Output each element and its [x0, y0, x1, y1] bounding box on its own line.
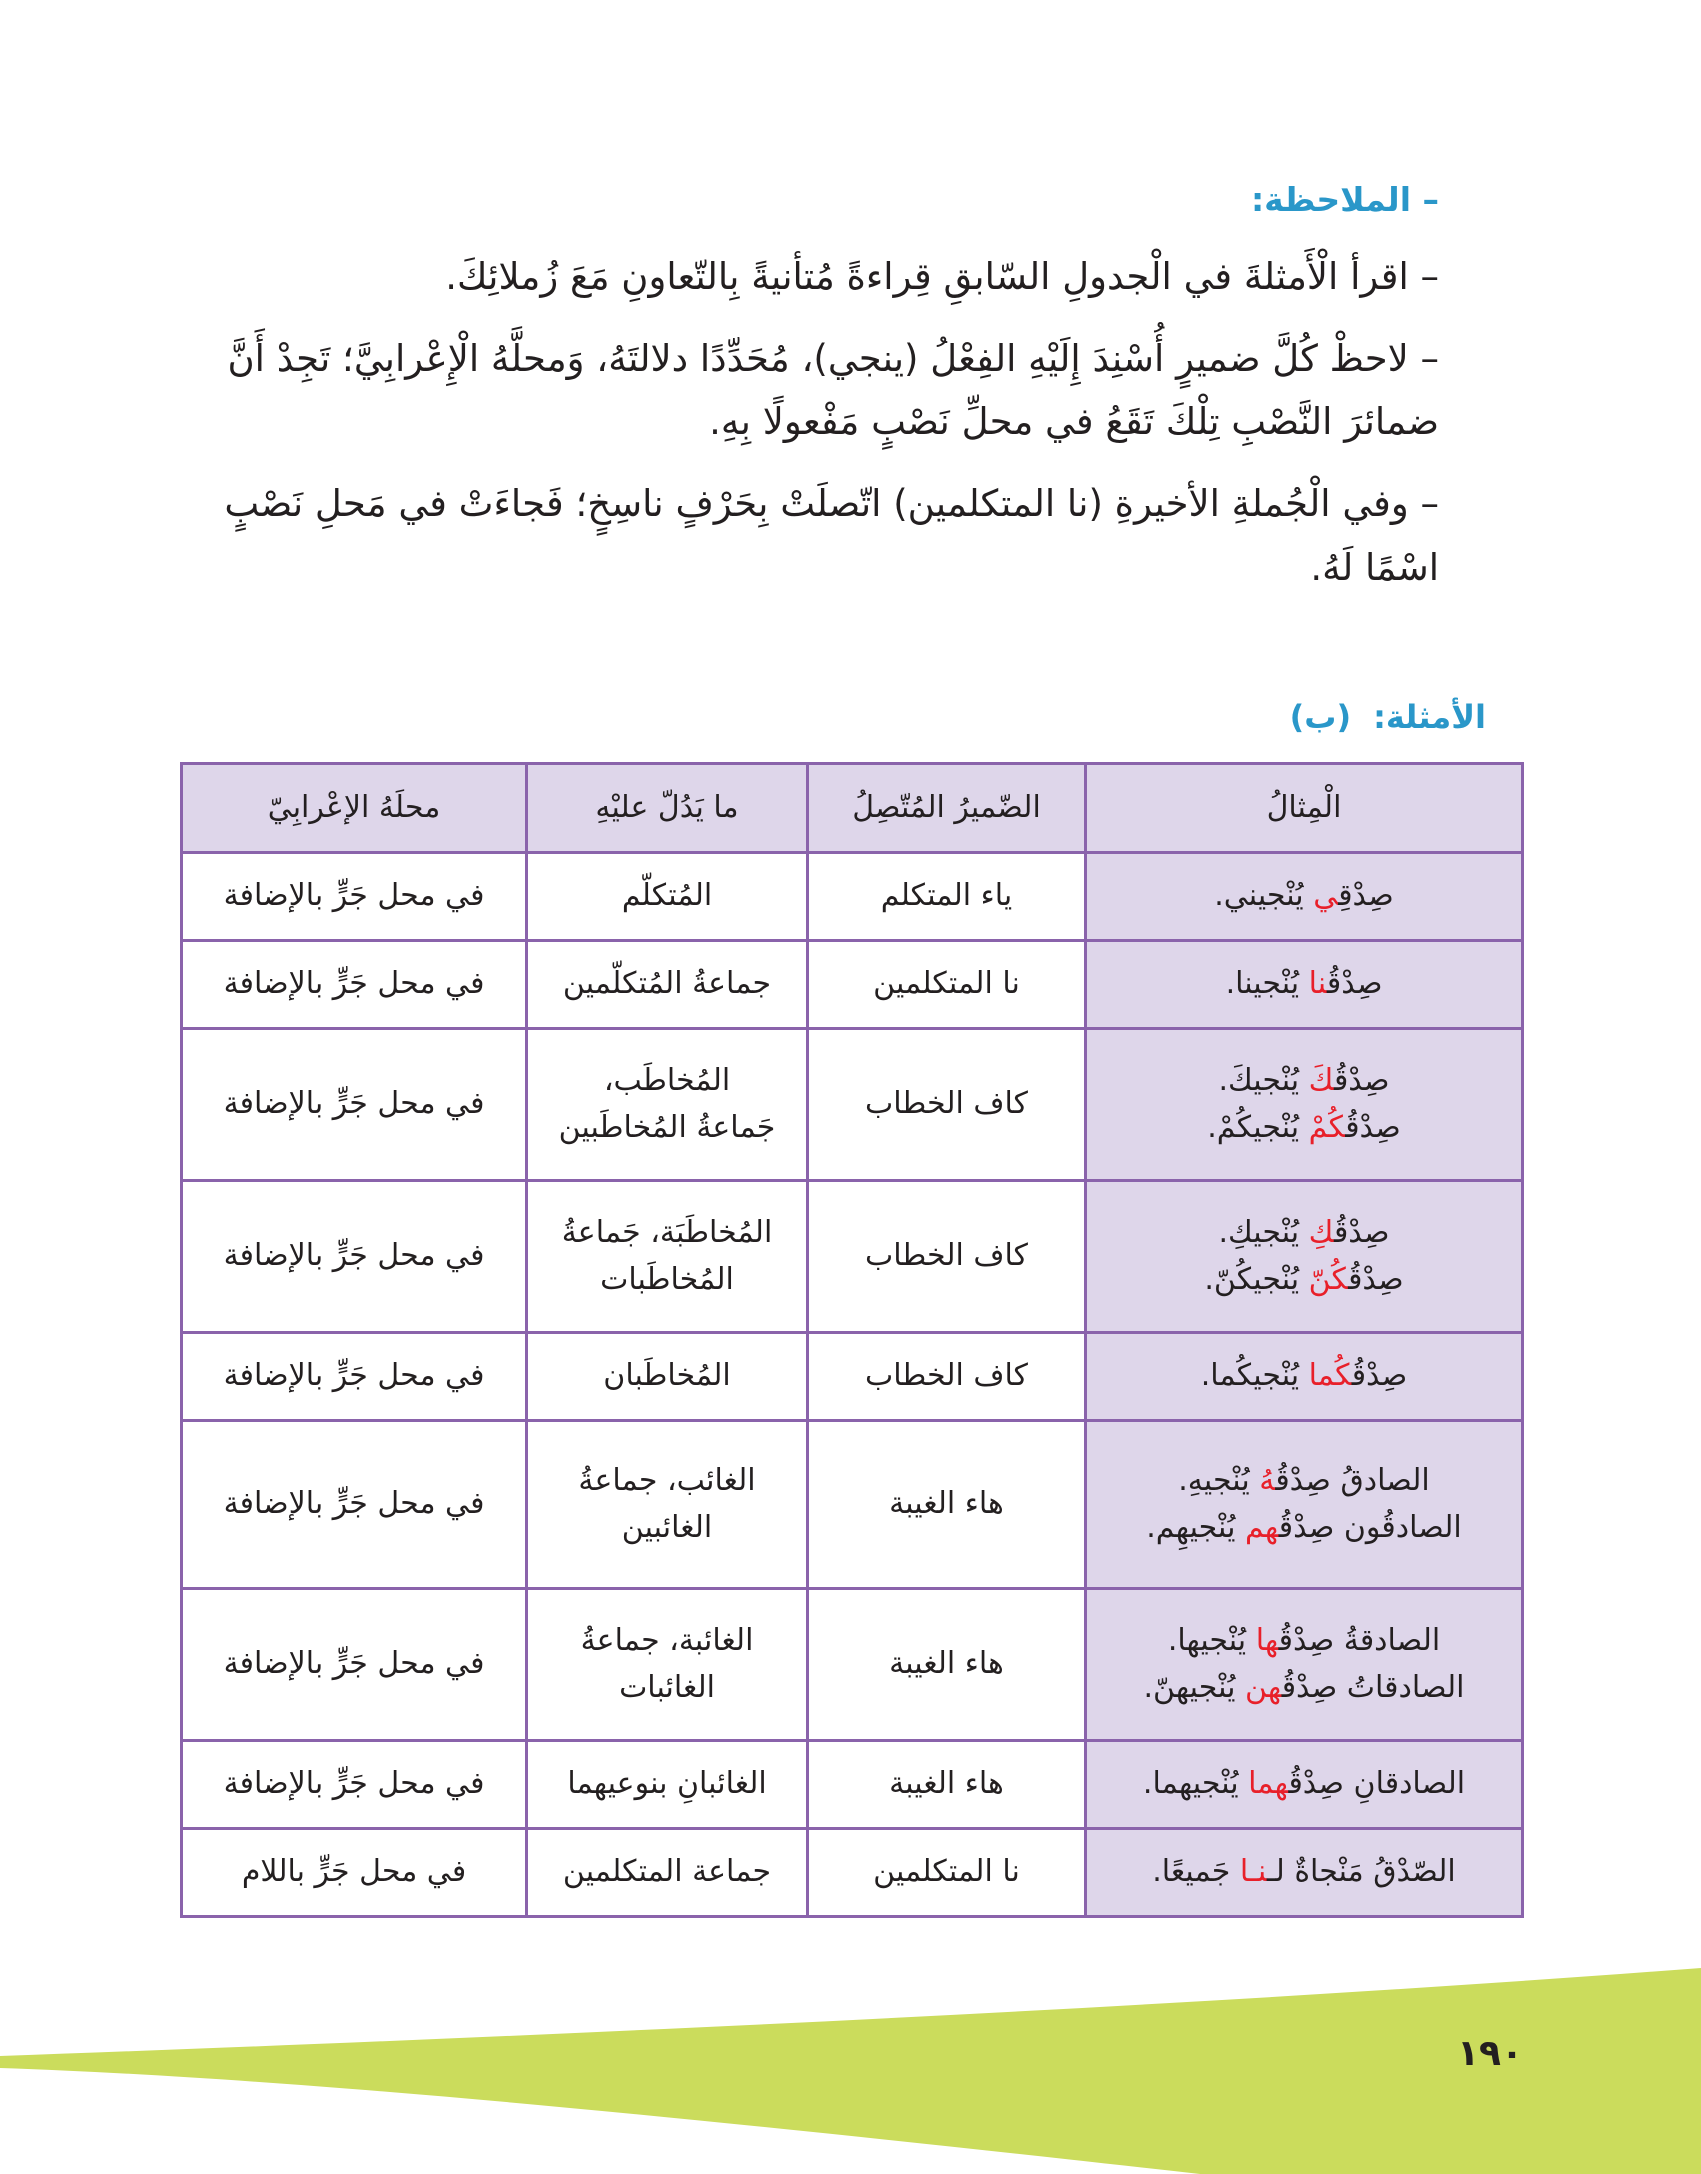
pronoun-highlight: نا — [1308, 966, 1327, 1002]
examples-heading — [1290, 698, 1486, 736]
pronoun-cell: نا المتكلمين — [808, 941, 1086, 1029]
meaning-cell — [527, 1181, 808, 1333]
meaning-cell — [527, 1741, 808, 1829]
case-cell: في محل جَرٍّ بالإضافة — [182, 1589, 527, 1741]
meaning-line: الغائبين — [621, 1509, 713, 1545]
note-bullets — [149, 245, 1439, 617]
header-pronoun: الضّميرُ المُتّصِلُ — [808, 764, 1086, 853]
example-line — [1095, 1849, 1513, 1896]
pronoun-cell: هاء الغيبة — [808, 1421, 1086, 1589]
meaning-line: المُخاطَبان — [603, 1358, 731, 1394]
case-cell: في محل جَرٍّ بالإضافة — [182, 1029, 527, 1181]
example-line — [1095, 961, 1513, 1008]
meaning-cell — [527, 1589, 808, 1741]
meaning-cell — [527, 1029, 808, 1181]
table-row — [182, 941, 1523, 1029]
example-cell — [1086, 1029, 1523, 1181]
examples-table — [180, 762, 1524, 1918]
pronoun-highlight: هُ — [1259, 1463, 1276, 1498]
case-cell: في محل جَرٍّ بالإضافة — [182, 1333, 527, 1421]
example-text: الصادقاتُ صِدْقُ — [1281, 1669, 1465, 1705]
example-cell — [1086, 1421, 1523, 1589]
meaning-cell — [527, 853, 808, 941]
case-cell: في محل جَرٍّ بالإضافة — [182, 853, 527, 941]
pronoun-highlight: كُما — [1308, 1358, 1352, 1394]
example-line — [1095, 1761, 1513, 1808]
table-row — [182, 1029, 1523, 1181]
example-text: صِدْقُ — [1333, 1215, 1390, 1250]
example-line — [1095, 1665, 1513, 1712]
note-heading: – الملاحظة: — [1250, 180, 1439, 219]
example-line — [1095, 1058, 1513, 1105]
example-text: يُنْجيهنّ. — [1143, 1669, 1246, 1705]
example-text: الصادقُ صِدْقُ — [1275, 1463, 1430, 1498]
example-cell — [1086, 853, 1523, 941]
pronoun-highlight: كَ — [1308, 1063, 1334, 1098]
example-line — [1095, 1505, 1513, 1552]
case-cell: في محل جَرٍّ بالإضافة — [182, 941, 527, 1029]
meaning-line: جماعة المتكلمين — [562, 1854, 772, 1890]
table-header-row — [182, 764, 1523, 853]
example-line — [1095, 1105, 1513, 1152]
example-text: يُنْجيهِ. — [1178, 1463, 1260, 1498]
example-text: يُنْجيكَ. — [1218, 1063, 1309, 1098]
header-case: محلَهُ الإعْرابِيّ — [182, 764, 527, 853]
footer-band — [0, 1968, 1701, 2174]
meaning-cell — [527, 1333, 808, 1421]
example-cell — [1086, 1589, 1523, 1741]
example-text: يُنْجيهِم. — [1146, 1509, 1245, 1545]
meaning-cell — [527, 1421, 808, 1589]
pronoun-highlight: هم — [1244, 1509, 1279, 1545]
note-bullet: – وفي الْجُملةِ الأخيرةِ (نا المتكلمين) اتّصلَتْ بِحَرْفٍ ناسِخٍ؛ فَجاءَتْ في مَحلِ نَصْبٍ اسْمًا لَهُ. — [224, 481, 1439, 589]
pronoun-highlight: نـا — [1239, 1854, 1267, 1890]
pronoun-cell: هاء الغيبة — [808, 1741, 1086, 1829]
example-text: يُنْجيها. — [1167, 1623, 1256, 1658]
example-text: الصادقُون صِدْقُ — [1278, 1509, 1462, 1545]
meaning-line: جماعةُ المُتكلّمين — [562, 966, 772, 1002]
example-text: صِدْقُ — [1333, 1063, 1390, 1098]
pronoun-highlight: هما — [1248, 1766, 1289, 1802]
case-cell: في محل جَرٍّ بالإضافة — [182, 1421, 527, 1589]
example-cell — [1086, 941, 1523, 1029]
example-text: صِدْقِ — [1338, 878, 1394, 914]
header-example: الْمِثالُ — [1086, 764, 1523, 853]
meaning-line: الغائب، جماعةُ — [578, 1463, 756, 1498]
example-text: صِدْقُ — [1326, 966, 1383, 1002]
example-text: يُنْجينا. — [1225, 966, 1309, 1002]
note-bullet: – اقرأ الْأَمثلةَ في الْجدولِ السّابقِ قِراءةً مُتأنيةً بِالتّعاونِ مَعَ زُملائِكَ. — [445, 255, 1439, 298]
example-text: يُنْجيكُما. — [1200, 1358, 1309, 1394]
pronoun-cell: نا المتكلمين — [808, 1829, 1086, 1917]
meaning-line: المُتكلّم — [621, 878, 713, 914]
example-text: صِدْقُ — [1351, 1358, 1408, 1394]
example-cell — [1086, 1181, 1523, 1333]
example-text: يُنْجيكِ. — [1218, 1215, 1309, 1250]
example-text: الصادقةُ صِدْقُ — [1278, 1623, 1441, 1658]
page-number: ١٩٠ — [1457, 2033, 1523, 2074]
example-line — [1095, 1353, 1513, 1400]
example-cell — [1086, 1333, 1523, 1421]
table-row — [182, 1741, 1523, 1829]
meaning-cell — [527, 941, 808, 1029]
pronoun-cell: كاف الخطاب — [808, 1333, 1086, 1421]
pronoun-highlight: كُمْ — [1308, 1109, 1346, 1145]
case-cell: في محل جَرٍّ باللام — [182, 1829, 527, 1917]
pronoun-cell: كاف الخطاب — [808, 1029, 1086, 1181]
pronoun-cell: هاء الغيبة — [808, 1589, 1086, 1741]
example-text: يُنْجيني. — [1214, 878, 1314, 914]
case-cell: في محل جَرٍّ بالإضافة — [182, 1741, 527, 1829]
meaning-cell — [527, 1829, 808, 1917]
example-text: يُنْجيكُمْ. — [1207, 1109, 1309, 1145]
example-text: الصّدْقُ مَنْجاةٌ لـ — [1266, 1854, 1456, 1890]
example-line — [1095, 873, 1513, 920]
example-line — [1095, 1210, 1513, 1257]
pronoun-cell: كاف الخطاب — [808, 1181, 1086, 1333]
example-text: صِدْقُ — [1348, 1261, 1404, 1297]
meaning-line: الغائبة، جماعةُ — [580, 1623, 754, 1658]
meaning-line: المُخاطَبات — [600, 1261, 734, 1297]
pronoun-highlight: هن — [1245, 1669, 1282, 1705]
example-line — [1095, 1257, 1513, 1304]
examples-label: الأمثلة: — [1373, 698, 1486, 736]
pronoun-highlight: ي — [1313, 878, 1339, 914]
pronoun-cell: ياء المتكلم — [808, 853, 1086, 941]
example-text: يُنْجيكُنّ. — [1204, 1261, 1309, 1297]
header-meaning: ما يَدُلّ عليْهِ — [527, 764, 808, 853]
meaning-line: جَماعةُ المُخاطَبين — [558, 1109, 776, 1145]
example-text: يُنْجيهما. — [1142, 1766, 1249, 1802]
table-row — [182, 1829, 1523, 1917]
note-bullet: – لاحظْ كُلَّ ضميرٍ أُسْنِدَ إِلَيْهِ الفِعْلُ (ينجي)، مُحَدِّدًا دلالتَهُ، وَمحلَّهُ الْإِعْرابِيَّ؛ تَجِدْ أَنَّ ضمائرَ النَّصْبِ تِلْكَ تَقَعُ في محلِّ نَصْبٍ مَفْعولًا بِهِ. — [227, 336, 1439, 444]
meaning-line: المُخاطَب، — [603, 1063, 731, 1098]
example-line — [1095, 1458, 1513, 1505]
example-cell — [1086, 1741, 1523, 1829]
table-body — [182, 853, 1523, 1917]
table-row — [182, 853, 1523, 941]
meaning-line: المُخاطَبَة، جَماعةُ — [561, 1215, 773, 1250]
table-row — [182, 1589, 1523, 1741]
example-text: جَميعًا. — [1152, 1854, 1240, 1890]
meaning-line: الغائبانِ بنوعيهما — [567, 1766, 767, 1802]
examples-tag: (ب) — [1289, 698, 1352, 736]
case-cell: في محل جَرٍّ بالإضافة — [182, 1181, 527, 1333]
example-cell — [1086, 1829, 1523, 1917]
pronoun-highlight: ها — [1255, 1623, 1279, 1658]
pronoun-highlight: كُنّ — [1308, 1261, 1349, 1297]
example-text: صِدْقُ — [1345, 1109, 1401, 1145]
table-row — [182, 1333, 1523, 1421]
example-text: الصادقانِ صِدْقُ — [1288, 1766, 1466, 1802]
pronoun-highlight: كِ — [1308, 1215, 1334, 1250]
table-row — [182, 1181, 1523, 1333]
example-line — [1095, 1618, 1513, 1665]
meaning-line: الغائبات — [619, 1669, 715, 1705]
table-row — [182, 1421, 1523, 1589]
